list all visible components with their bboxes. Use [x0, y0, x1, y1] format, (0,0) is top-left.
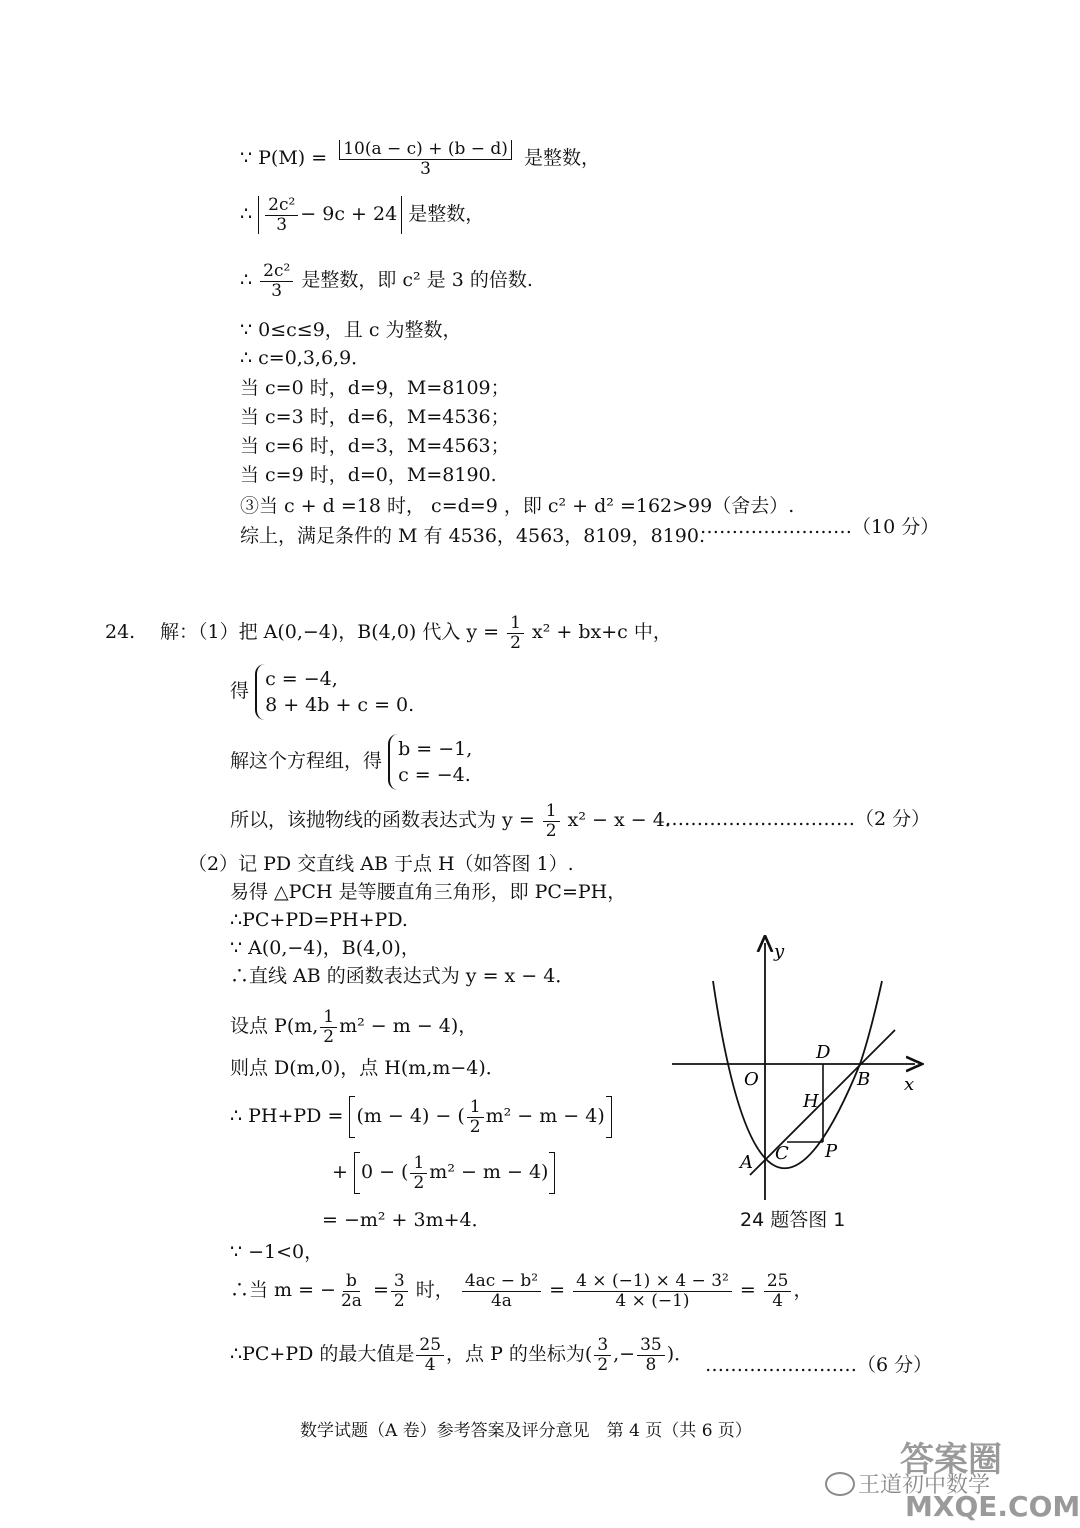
q24-part2-coef: ∵ −1<0，: [230, 1241, 324, 1263]
line-c-values: ∴ c=0,3,6,9．: [240, 347, 371, 369]
line-c2-multiple: ∴ $\frac{\text{2c²}}{3}$ 是整数，即 c² 是 3 的倍数.: [240, 261, 533, 301]
score-2: …………………………（2 分）: [665, 808, 931, 830]
line-case-c3: 当 c=3 时，d=6，M=4536；: [240, 406, 510, 428]
line-abs-integer: ∴ $\frac{\text{2c²}}{3}$ − 9c + 24 是整数，: [240, 195, 485, 235]
figure-24-answer-1: [660, 935, 930, 1215]
line-c-range: ∵ 0≤c≤9，且 c 为整数，: [240, 319, 462, 341]
q24-part2-line-ab: ∴直线 AB 的函数表达式为 y = x − 4．: [230, 965, 575, 987]
q24-part2-max: ∴PC+PD 的最大值是 $\frac{25}{4}$ ，点 P 的坐标为( $\frac{3}{2}$ ,− $\frac{35}{8}$ )．: [230, 1335, 694, 1375]
q24-part2-h: （2）记 PD 交直线 AB 于点 H（如答图 1）.: [188, 853, 574, 875]
score-10: ……………………（10 分）: [700, 516, 940, 538]
line-conclusion-m: 综上，满足条件的 M 有 4536，4563，8109，8190.: [240, 525, 706, 547]
q24-part2-vertex: ∴当 m = − $\frac{b}{2a}$ = $\frac{3}{2}$ 时， $\frac{\text{4ac − b²}}{4a}$ = $\frac{\text{4 × (−1) × 4 − 3²}}{4 \times (-1)}$ = $\frac{25}{4}$ ，: [230, 1271, 813, 1311]
line-case-c0: 当 c=0 时，d=9，M=8109；: [240, 377, 510, 399]
label-o: O: [744, 1069, 759, 1090]
q24-part2-points: ∵ A(0,−4)，B(4,0)，: [230, 937, 420, 959]
label-x: x: [904, 1074, 915, 1095]
q24-part2-ph-pd-2: + 0 − ( $\frac{1}{2}$ m² − m − 4): [332, 1152, 555, 1194]
q24-part2-ph-pd-1: ∴ PH+PD = (m − 4) − ( $\frac{1}{2}$ m² − m − 4): [230, 1096, 612, 1138]
label-p: P: [825, 1141, 838, 1162]
figure-caption: 24 题答图 1: [740, 1209, 846, 1231]
page-footer: 数学试题（A 卷）参考答案及评分意见 第 4 页（共 6 页）: [300, 1421, 752, 1441]
label-d: D: [816, 1042, 831, 1063]
watermark-logo: 答案圈: [900, 1440, 1002, 1480]
label-h: H: [803, 1091, 819, 1112]
wechat-icon: [825, 1472, 855, 1496]
label-a: A: [740, 1152, 753, 1173]
watermark-account: 王道初中数学: [858, 1473, 991, 1498]
q24-part1-intro: 解：（1）把 A(0,−4)，B(4,0) 代入 y = $\frac{1}{2}$ x² + bx+c 中，: [160, 613, 672, 653]
line-case-c6: 当 c=6 时，d=3，M=4563；: [240, 435, 510, 457]
q24-parabola-expr: 所以，该抛物线的函数表达式为 y = $\frac{1}{2}$ x² − x − 4．: [230, 801, 684, 841]
label-y: y: [774, 941, 785, 962]
line-case-c9: 当 c=9 时，d=0，M=8190.: [240, 464, 497, 486]
q24-part2-point-p: 设点 P(m, $\frac{1}{2}$ m² − m − 4)，: [230, 1007, 478, 1047]
watermark-site: MXQE.COM: [905, 1490, 1080, 1523]
q24-system-2: 解这个方程组，得 b = −1, c = −4.: [230, 734, 472, 790]
q24-part2-sum: ∴PC+PD=PH+PD.: [230, 909, 408, 931]
q24-system-1: 得 c = −4, 8 + 4b + c = 0.: [230, 664, 414, 720]
q24-part2-isosceles: 易得 △PCH 是等腰直角三角形，即 PC=PH，: [230, 881, 627, 903]
q24-number: 24.: [105, 621, 136, 643]
line-pm-integer: ∵ P(M) = $\frac{10(a - c) + (b - d)}{3}$ 是整数，: [240, 139, 601, 179]
label-b: B: [857, 1069, 871, 1090]
score-6: ……………………（6 分）: [705, 1354, 933, 1376]
line-case-sum18: ③当 c + d =18 时， c=d=9 ，即 c² + d² =162>99（舍去）.: [240, 495, 795, 517]
q24-part2-ph-pd-3: = −m² + 3m+4．: [322, 1209, 491, 1231]
label-c: C: [775, 1143, 789, 1164]
q24-part2-points-dh: 则点 D(m,0)，点 H(m,m−4)．: [230, 1057, 505, 1079]
